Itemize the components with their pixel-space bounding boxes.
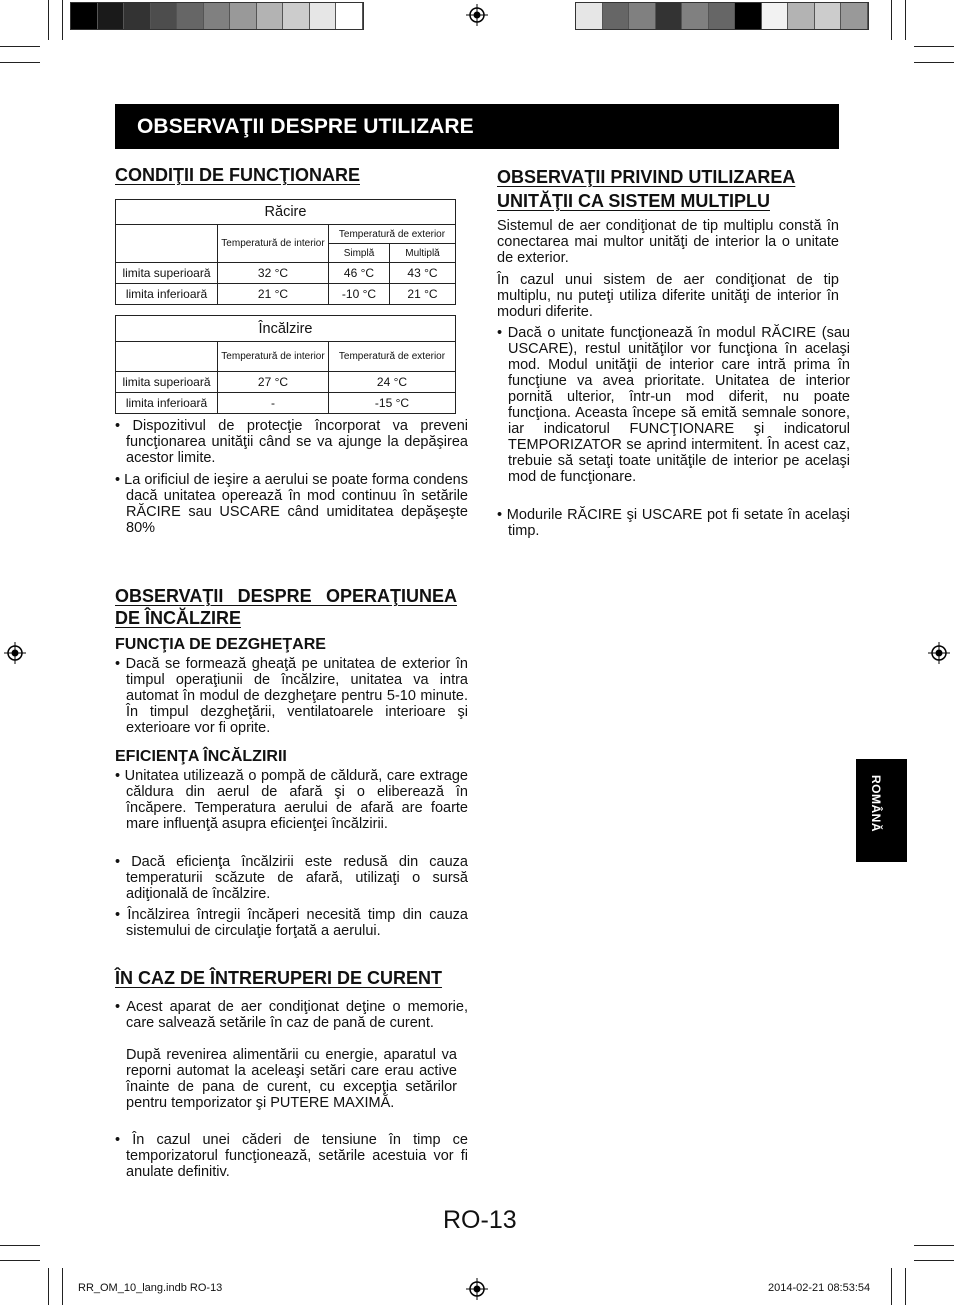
color-swatch [204,3,231,29]
power-heading: ÎN CAZ DE ÎNTRERUPERI DE CURENT [115,968,443,988]
crop-mark [905,0,906,40]
table-cell: 43 °C [390,263,456,284]
table-cell: 21 °C [218,284,329,305]
list-item: • Dispozitivul de protecţie încorporat va preveni funcţionarea unităţii când se va ajunge la depăşirea acestor limite. [115,418,468,466]
crop-mark [914,1245,954,1246]
multi-system-heading: OBSERVAŢII PRIVIND UTILIZAREA UNITĂŢII CA SISTEM MULTIPLU [497,167,796,211]
crop-mark [62,1268,63,1305]
table-cell: 27 °C [218,372,329,393]
color-swatch [310,3,337,29]
color-swatch [230,3,257,29]
language-tab-label: ROMÂNĂ [869,775,883,832]
color-swatch [709,3,736,29]
paragraph: Sistemul de aer condiţionat de tip multiplu constă în conectarea mai multor unităţi de interior la o unitate de exterior. [497,218,839,266]
color-swatch [257,3,284,29]
col-indoor: Temperatură de interior [218,225,329,263]
col-indoor: Temperatură de interior [218,342,329,372]
table-row-label: limita inferioară [116,284,218,305]
table-cell: -15 °C [329,393,456,414]
list-item: • În cazul unei căderi de tensiune în timp ce temporizatorul funcţionează, setările acestuia vor fi anulate definitiv. [115,1132,468,1180]
color-swatch [98,3,125,29]
table-cell: -10 °C [329,284,390,305]
defrost-heading: FUNCŢIA DE DEZGHEŢARE [115,636,326,653]
list-item: • Acest aparat de aer condiţionat deţine o memorie, care salvează setările în caz de pană de curent. [115,999,468,1031]
list-item: • Modurile RĂCIRE şi USCARE pot fi setate în acelaşi timp. [497,507,850,539]
color-swatch [629,3,656,29]
table-row-label: limita superioară [116,372,218,393]
color-swatch [656,3,683,29]
heating-table-title: Încălzire [116,316,456,342]
col-single: Simplă [329,244,390,263]
heating-heading: OBSERVAŢII DESPRE OPERAŢIUNEA DE ÎNCĂLZIRE [115,586,457,628]
footer-date: 2014-02-21 08:53:54 [768,1282,871,1294]
color-swatch [576,3,603,29]
color-swatch [735,3,762,29]
page-header [115,104,839,149]
crop-mark [0,62,40,63]
list-item: • La orificiul de ieşire a aerului se poate forma condens dacă unitatea operează în mod continuu în setările RĂCIRE sau USCARE când umiditatea depăşeşte 80% [115,472,468,536]
color-swatch [336,3,363,29]
crop-mark [891,0,892,40]
cooling-table [115,199,456,305]
color-swatch [124,3,151,29]
color-swatch [603,3,630,29]
col-outdoor: Temperatură de exterior [329,225,456,244]
list-item: • Încălzirea întregii încăperi necesită timp din cauza sistemului de circulaţie forţată a aerului. [115,907,468,939]
table-cell: 32 °C [218,263,329,284]
col-outdoor: Temperatură de exterior [329,342,456,372]
list-item: • Dacă o unitate funcţionează în modul RĂCIRE (sau USCARE), restul unităţilor vor funcţiona în acelaşi mod. Modul unităţii de interior care intră prima în funcţiune va avea prioritate. Unitatea de interior pornită ulterior, într-un mod diferit, nu poate funcţiona. Aceasta începe să emită semnale sonore, iar indicatorul FUNCŢIONARE şi indicatorul TEMPORIZATOR se aprind intermitent. În acest caz, trebuie să setaţi toate unităţile de interior pe acelaşi mod de funcţionare. [497,325,850,485]
table-row-label: limita superioară [116,263,218,284]
footer-file: RR_OM_10_lang.indb RO-13 [78,1282,223,1294]
crop-mark [0,46,40,47]
list-item: • Unitatea utilizează o pompă de căldură, care extrage căldura din aerul de afară şi o eliberează în încăpere. Temperatura aerului de afară are foarte mare influenţă asupra eficienţei încălzirii. [115,768,468,832]
table-cell: 46 °C [329,263,390,284]
color-swatch [788,3,815,29]
color-swatch [815,3,842,29]
table-cell: 21 °C [390,284,456,305]
conditions-heading: CONDIŢII DE FUNCŢIONARE [115,165,360,185]
color-swatch [762,3,789,29]
color-bar-right [575,2,869,30]
registration-mark-icon [928,642,950,664]
heating-table [115,315,456,414]
color-swatch [151,3,178,29]
color-swatch [682,3,709,29]
list-item-continuation: După revenirea alimentării cu energie, aparatul va reporni automat la aceleaşi setări care erau active înainte de pana de curent, cu excepţia setărilor pentru temporizator şi PUTERE MAXIMĂ. [126,1047,457,1111]
registration-mark-icon [466,1278,488,1300]
color-swatch [71,3,98,29]
cooling-table-title: Răcire [116,200,456,225]
crop-mark [891,1268,892,1305]
col-multi: Multiplă [390,244,456,263]
crop-mark [914,46,954,47]
crop-mark [0,1260,40,1261]
efficiency-heading: EFICIENŢA ÎNCĂLZIRII [115,748,287,765]
crop-mark [905,1268,906,1305]
crop-mark [48,0,49,40]
page-title: OBSERVAŢII DESPRE UTILIZARE [137,115,474,138]
list-item: • Dacă eficienţa încălzirii este redusă din cauza temperaturii scăzute de afară, utilizaţi o sursă adiţională de încălzire. [115,854,468,902]
registration-mark-icon [466,4,488,26]
page-number: RO-13 [443,1206,517,1234]
table-cell: - [218,393,329,414]
paragraph: În cazul unui sistem de aer condiţionat de tip multiplu, nu puteţi utiliza diferite unităţi de interior în moduri diferite. [497,272,839,320]
color-swatch [283,3,310,29]
language-tab [856,759,907,862]
crop-mark [48,1268,49,1305]
registration-mark-icon [4,642,26,664]
crop-mark [914,62,954,63]
table-cell: 24 °C [329,372,456,393]
crop-mark [0,1245,40,1246]
table-row-label: limita inferioară [116,393,218,414]
color-swatch [177,3,204,29]
list-item: • Dacă se formează gheaţă pe unitatea de exterior în timpul operaţiunii de încălzire, unitatea va intra automat în modul de dezgheţare pentru 5-10 minute. În timpul dezgheţării, ventilatoarele interioare şi exterioare vor fi oprite. [115,656,468,736]
crop-mark [62,0,63,40]
color-bar-left [70,2,364,30]
color-swatch [841,3,868,29]
crop-mark [914,1260,954,1261]
